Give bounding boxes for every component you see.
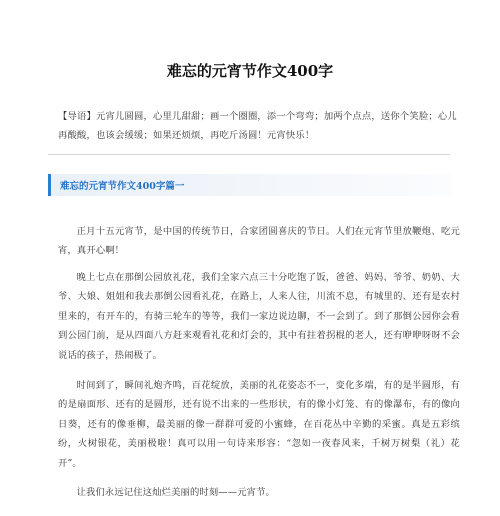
guide-paragraph: 【导语】元宵儿圆圆，心里儿甜甜；画一个圈圈，添一个弯弯；加两个点点，送你个笑脸；心儿再酸酸，也该会缓缓；如果还烦烦，再吃斤汤圆！元宵快乐！ (58, 111, 457, 141)
paragraph: 让我们永远记住这灿烂美丽的时刻——元宵节。 (76, 487, 275, 498)
article-title: 难忘的元宵节作文400字 (166, 62, 334, 80)
section-title: 难忘的元宵节作文400字篇一 (60, 181, 185, 192)
section-header (48, 174, 452, 196)
paragraph: 时间到了，瞬间礼炮齐鸣，百花绽放，美丽的礼花姿态不一，变化多端，有的是半圆形，有的是扇面形、还有的是圆形，还有说不出来的一些形状，有的像小灯笼、有的像瀑布，有的像向日葵，还有的像垂柳，最美丽的像一群群可爱的小蜜蜂，在百花丛中辛勤的采蜜。真是五彩缤纷，火树银花，美丽极啦！真可以用一句诗来形容：“忽如一夜春风来，千树万树梨（礼）花开”。 (58, 380, 460, 469)
divider (48, 154, 450, 155)
paragraph: 晚上七点在那倒公园放礼花，我们全家六点三十分吃饱了饭，爸爸、妈妈、爷爷、奶奶、大爷、大娘、姐姐和我去那倒公园看礼花，在路上，人来人往，川流不息，有城里的、还有是农村里来的，有开车的，有骑三轮车的等等，我们一家边说边聊，不一会到了。到了那倒公园你会看到公园门前，是从四面八方赶来观看礼花和灯会的，其中有拄着拐棍的老人，还有咿咿呀呀不会说话的孩子，热闹极了。 (58, 272, 460, 361)
paragraph: 正月十五元宵节，是中国的传统节日，合家团圆喜庆的节日。人们在元宵节里放鞭炮、吃元宵，真开心啊！ (58, 226, 460, 257)
